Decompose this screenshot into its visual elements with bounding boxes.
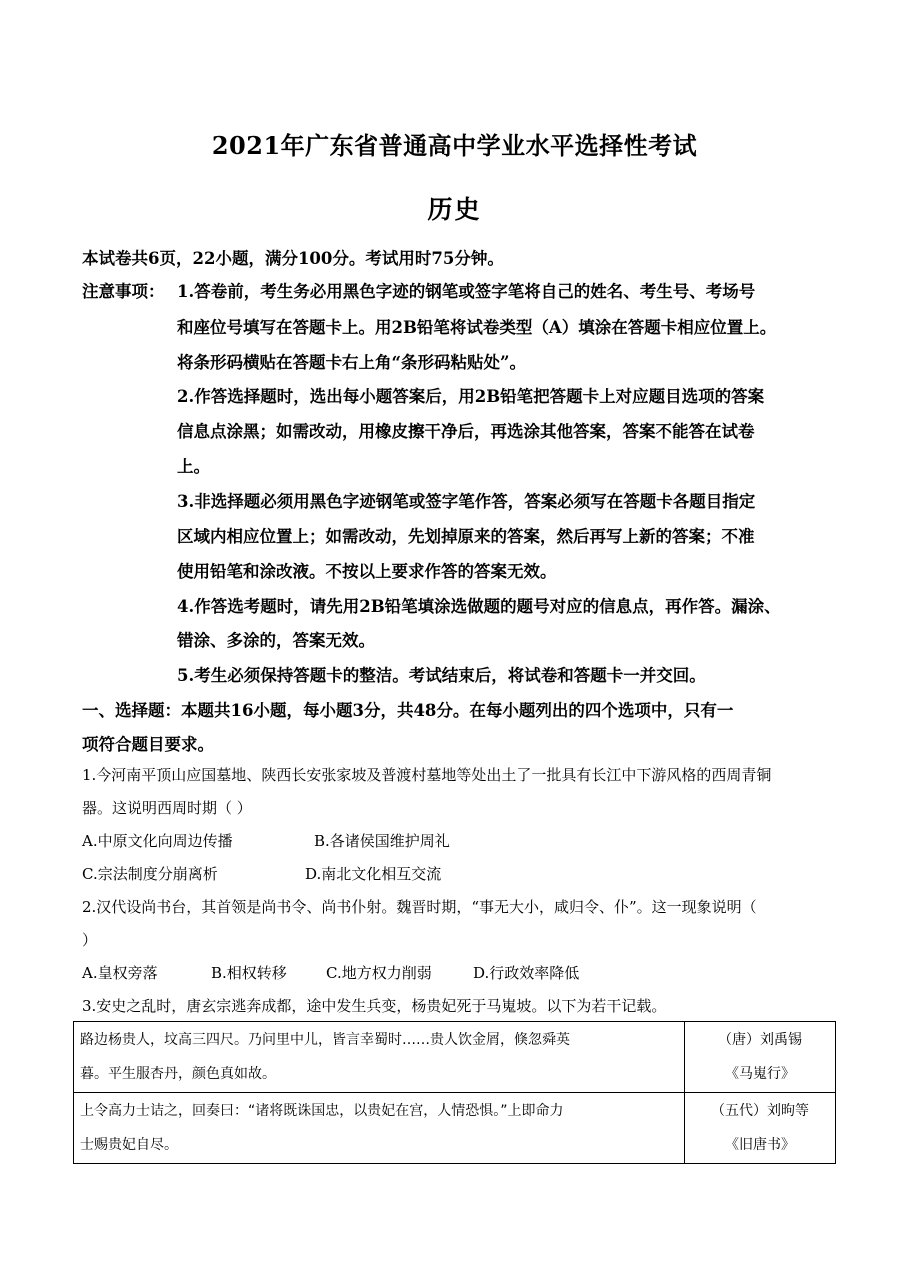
cell-line: 上令高力士诘之，回奏曰：“诸将既诛国忠，以贵妃在宫，人情恐惧。”上即命力 — [80, 1103, 564, 1119]
cell-line: 暮。平生服杏丹，颜色真如故。 — [80, 1066, 276, 1082]
question-stem: 1.今河南平顶山应国墓地、陕西长安张家坡及普渡村墓地等处出土了一批具有长江中下游风格的西周青铜 — [82, 766, 772, 784]
question-stem: 器。这说明西周时期（ ） — [82, 799, 252, 817]
notice-line: 信息点涂黑；如需改动，用橡皮擦干净后，再选涂其他答案，答案不能答在试卷 — [177, 422, 755, 441]
option-b: B.各诸侯国维护周礼 — [314, 832, 450, 850]
notice-label: 注意事项： — [82, 282, 165, 301]
option-b: B.相权转移 — [211, 964, 287, 982]
option-d: D.行政效率降低 — [473, 964, 580, 982]
notice-line: 将条形码横贴在答题卡右上角“条形码粘贴处”。 — [177, 353, 526, 372]
cell-line: 《马嵬行》 — [725, 1066, 795, 1082]
notice-line: 区域内相应位置上；如需改动，先划掉原来的答案，然后再写上新的答案；不准 — [177, 527, 755, 546]
table-row — [74, 1022, 836, 1093]
table-cell-text — [74, 1022, 685, 1093]
notice-line: 5.考生必须保持答题卡的整洁。考试结束后，将试卷和答题卡一并交回。 — [177, 666, 706, 685]
option-d: D.南北文化相互交流 — [305, 865, 442, 883]
section-heading: 一、选择题：本题共16小题，每小题3分，共48分。在每小题列出的四个选项中，只有一 — [82, 701, 734, 720]
cell-line: 士赐贵妃自尽。 — [80, 1137, 178, 1153]
notice-line: 4.作答选考题时，请先用2B铅笔填涂选做题的题号对应的信息点，再作答。漏涂、 — [177, 597, 781, 616]
notice-line: 错涂、多涂的，答案无效。 — [177, 631, 375, 650]
subject-title: 历史 — [427, 195, 482, 224]
option-a: A.中原文化向周边传播 — [82, 832, 233, 850]
exam-title: 2021年广东省普通高中学业水平选择性考试 — [211, 131, 698, 160]
notice-line: 3.非选择题必须用黑色字迹钢笔或签字笔作答，答案必须写在答题卡各题目指定 — [177, 492, 756, 511]
table-cell-source — [685, 1022, 836, 1093]
cell-line: （五代）刘昫等 — [711, 1103, 809, 1119]
notice-line: 2.作答选择题时，选出每小题答案后，用2B铅笔把答题卡上对应题目选项的答案 — [177, 387, 765, 406]
notice-line: 和座位号填写在答题卡上。用2B铅笔将试卷类型（A）填涂在答题卡相应位置上。 — [177, 318, 777, 337]
question-stem: ） — [82, 931, 98, 949]
source-table — [73, 1021, 836, 1164]
notice-line: 1.答卷前，考生务必用黑色字迹的钢笔或签字笔将自己的姓名、考生号、考场号 — [177, 282, 756, 301]
cell-line: 《旧唐书》 — [725, 1137, 795, 1153]
table-row — [74, 1093, 836, 1164]
option-c: C.宗法制度分崩离析 — [82, 865, 218, 883]
option-a: A.皇权旁落 — [82, 964, 158, 982]
section-heading: 项符合题目要求。 — [82, 735, 214, 754]
option-c: C.地方权力削弱 — [326, 964, 432, 982]
notice-line: 使用铅笔和涂改液。不按以上要求作答的答案无效。 — [177, 562, 557, 581]
cell-line: （唐）刘禹锡 — [718, 1032, 802, 1048]
notice-line: 上。 — [177, 457, 210, 476]
question-stem: 2.汉代设尚书台，其首领是尚书令、尚书仆射。魏晋时期，“事无大小，咸归令、仆”。这一现象说明（ — [82, 898, 757, 916]
table-cell-text — [74, 1093, 685, 1164]
question-stem: 3.安史之乱时，唐玄宗逃奔成都，途中发生兵变，杨贵妃死于马嵬坡。以下为若干记载。 — [82, 997, 667, 1015]
exam-intro: 本试卷共6页，22小题，满分100分。考试用时75分钟。 — [82, 249, 504, 268]
table-cell-source — [685, 1093, 836, 1164]
cell-line: 路边杨贵人，坟高三四尺。乃问里中儿，皆言幸蜀时……贵人饮金屑，倏忽舜英 — [80, 1032, 570, 1048]
